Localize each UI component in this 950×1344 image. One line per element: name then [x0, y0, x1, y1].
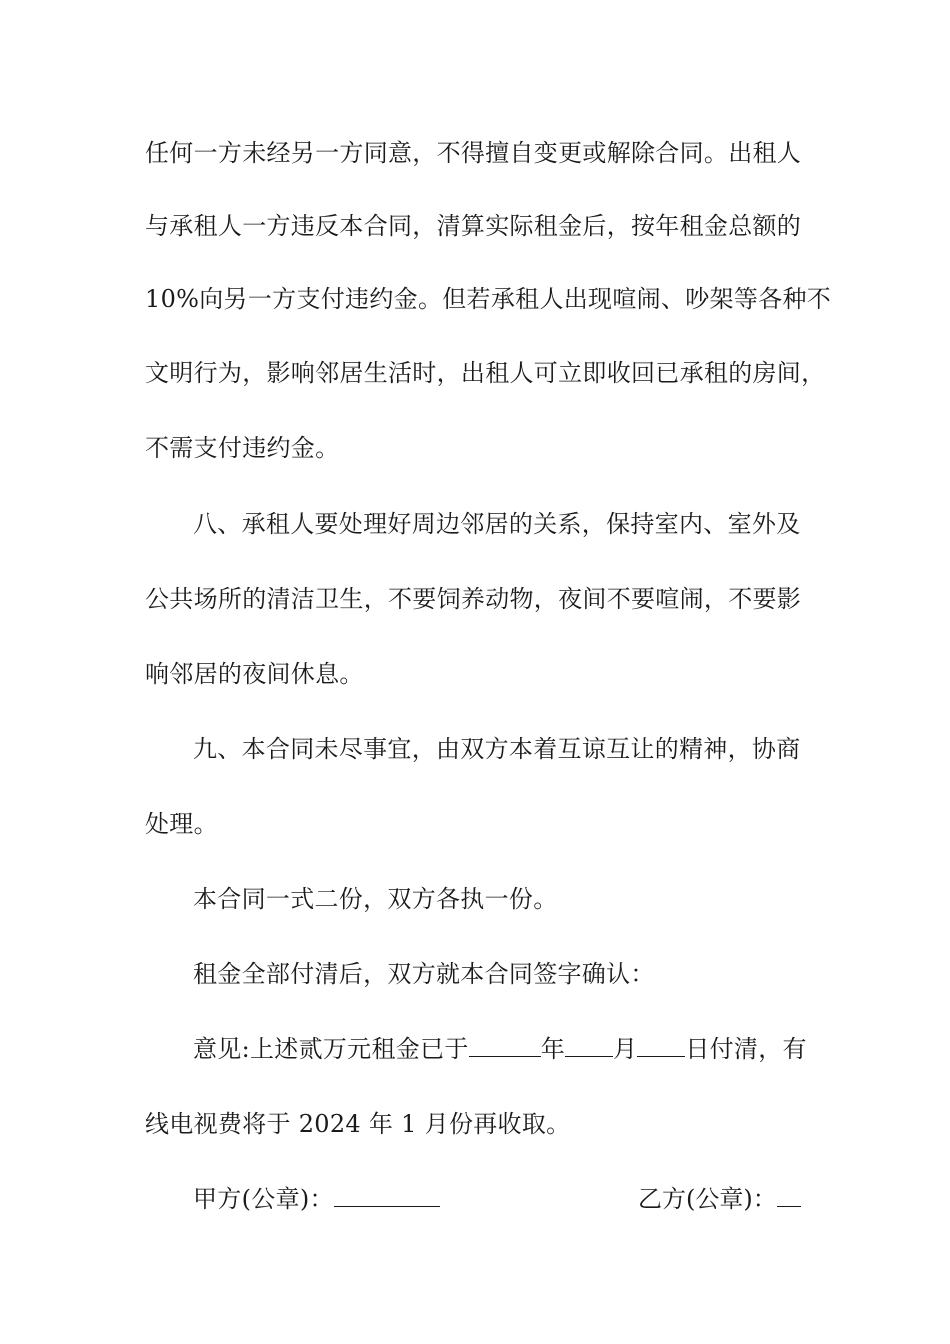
party-a-signature: [193, 1183, 493, 1215]
day-blank[interactable]: [637, 1034, 685, 1057]
month-blank[interactable]: [565, 1034, 613, 1057]
opinion-prefix: 意见:上述贰万元租金已于: [193, 1035, 469, 1063]
para7-line-4: 文明行为，影响邻居生活时，出租人可立即收回已承租的房间，: [145, 359, 826, 387]
confirm-clause: 租金全部付清后，双方就本合同签字确认：: [193, 960, 655, 988]
para8-line-2: 公共场所的清洁卫生，不要饲养动物，夜间不要喧闹，不要影: [145, 585, 802, 613]
day-suffix: 日付清，有: [685, 1035, 807, 1063]
month-label: 月: [613, 1035, 638, 1063]
party-b-label: 乙方(公章)：: [638, 1185, 777, 1213]
para7-line-5: 不需支付违约金。: [145, 434, 340, 462]
para8-line-3: 响邻居的夜间休息。: [145, 660, 364, 688]
para8-line-1: 八、承租人要处理好周边邻居的关系，保持室内、室外及: [193, 510, 801, 538]
opinion-line-2: 线电视费将于 2024 年 1 月份再收取。: [145, 1110, 571, 1138]
party-a-sign-blank[interactable]: [334, 1184, 440, 1207]
party-b-signature: [638, 1183, 801, 1215]
year-blank[interactable]: [469, 1034, 541, 1057]
party-a-label: 甲方(公章)：: [193, 1185, 334, 1213]
year-label: 年: [540, 1035, 565, 1063]
copies-clause: 本合同一式二份，双方各执一份。: [193, 885, 558, 913]
para7-line-1: 任何一方未经另一方同意，不得擅自变更或解除合同。出租人: [145, 139, 802, 167]
party-b-sign-blank[interactable]: [777, 1184, 801, 1207]
para9-line-2: 处理。: [145, 810, 218, 838]
para9-line-1: 九、本合同未尽事宜，由双方本着互谅互让的精神，协商: [193, 735, 801, 763]
opinion-line-1: [193, 1033, 810, 1065]
para7-line-3: 10%向另一方支付违约金。但若承租人出现喧闹、吵架等各种不: [145, 285, 832, 313]
para7-line-2: 与承租人一方违反本合同，清算实际租金后，按年租金总额的: [145, 212, 802, 240]
